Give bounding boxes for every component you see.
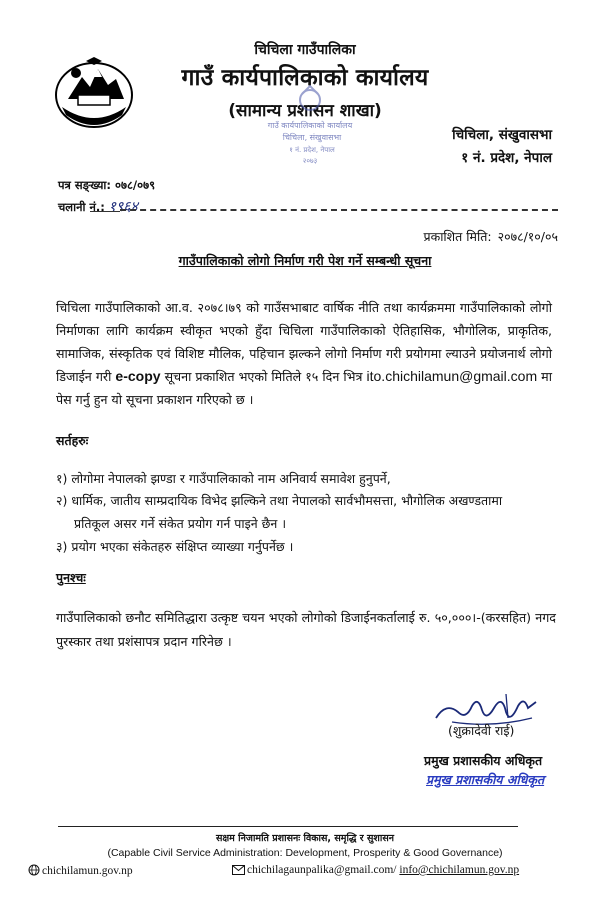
email-link-1[interactable]: chichilagaunpalika@gmail.com/ xyxy=(247,864,397,876)
para-text-2: सूचना प्रकाशित भएको मितिले १५ दिन भित्र xyxy=(160,369,367,384)
divider-solid xyxy=(90,211,120,212)
footer-motto-nepali: सक्षम निजामति प्रशासनः विकास, समृद्धि र सुशासन xyxy=(215,833,395,844)
signatory-stamp-text: प्रमुख प्रशासकीय अधिकृत xyxy=(426,772,545,787)
patra-sankhya xyxy=(58,178,155,193)
chalani-number xyxy=(58,197,138,216)
website-link[interactable]: chichilamun.gov.np xyxy=(42,865,133,877)
stamp-line2: चिचिला, संखुवासभा xyxy=(282,133,342,142)
stamp-line1: गाउँ कार्यपालिकाको कार्यालय xyxy=(267,121,353,130)
ecopy-label: e-copy xyxy=(115,368,161,384)
address-line-1: चिचिला, संखुवासभा xyxy=(452,127,552,143)
conditions-heading: सर्तहरुः xyxy=(56,433,89,448)
footer-email xyxy=(232,864,519,876)
email-link-2[interactable]: info@chichilamun.gov.np xyxy=(399,864,520,876)
stamp-line4: २०७३ xyxy=(302,157,318,165)
envelope-icon xyxy=(232,865,245,875)
date-label: प्रकाशित मिति: xyxy=(423,229,492,244)
condition-2-continued: प्रतिकूल असर गर्ने संकेत प्रयोग गर्न पाइने छैन । xyxy=(74,516,287,531)
condition-2: २) धार्मिक, जातीय साम्प्रदायिक विभेद झल्किने तथा नेपालको सार्वभौमसत्ता, भौगोलिक अखण्डतामा xyxy=(56,493,503,508)
footer-motto-english: (Capable Civil Service Administration: Development, Prosperity & Good Governance) xyxy=(107,847,503,859)
para-text-end: मा पेस गर्नु हुन यो सूचना प्रकाशन गरिएको छ । xyxy=(56,369,552,407)
footer-divider xyxy=(58,826,518,827)
condition-3: ३) प्रयोग भएका संकेतहरु संक्षिप्त व्याख्या गर्नुपर्नेछ । xyxy=(56,539,294,554)
punashcha-heading: पुनश्चः xyxy=(56,570,86,585)
condition-1: १) लोगोमा नेपालको झण्डा र गाउँपालिकाको नाम अनिवार्य समावेश हुनुपर्ने, xyxy=(56,471,391,486)
notice-paragraph xyxy=(56,296,552,411)
publish-date xyxy=(423,228,558,245)
submission-email[interactable]: ito.chichilamun@gmail.com xyxy=(366,368,538,384)
para-text-1: चिचिला गाउँपालिकाको आ.व. २०७८।७९ को गाउँसभाबाट वार्षिक नीति तथा कार्यक्रममा गाउँपालिकाको लोगो निर्माणका लागि कार्यक्रम स्वीकृत भएको हुँदा चिचिला गाउँपालिकाको ऐतिहासिक, भौगोलिक, प्राकृतिक, सामाजिक, संस्कृतिक एवं विशिष्ट मौलिक, पहिचान झल्कने लोगो निर्माण गरी प्रयोगमा ल्याउने प्रयोजनार्थ लोगो डिजाईन गरी xyxy=(56,300,552,384)
municipality-name: चिचिला गाउँपालिका xyxy=(254,42,356,58)
globe-icon xyxy=(28,864,40,876)
signatory-name: (शुक्रादेवी राई) xyxy=(448,723,515,738)
patra-value: ०७८/०७९ xyxy=(114,178,156,192)
subject-text: गाउँपालिकाको लोगो निर्माण गरी पेश गर्ने सम्बन्धी सूचना xyxy=(178,253,432,268)
signatory-title: प्रमुख प्रशासकीय अधिकृत xyxy=(424,753,543,768)
notice-subject xyxy=(0,252,610,269)
reward-paragraph: गाउँपालिकाको छनौट समितिद्धारा उत्कृष्ट चयन भएको लोगोको डिजाईनकर्तालाई रु. ५०,०००।-(करसहित) नगद पुरस्कार तथा प्रशंसापत्र प्रदान गरिनेछ । xyxy=(56,610,556,649)
signatory-stamp xyxy=(426,771,544,788)
office-title: गाउँ कार्यपालिकाको कार्यालय xyxy=(181,65,429,91)
stamp-line3: १ नं. प्रदेश, नेपाल xyxy=(289,146,335,154)
section-name: (सामान्य प्रशासन शाखा) xyxy=(228,101,382,121)
chalani-value: १९६४ xyxy=(108,199,138,215)
footer-website[interactable] xyxy=(28,864,133,877)
date-value: २०७८/१०/०५ xyxy=(497,229,558,244)
divider-dashed xyxy=(120,209,558,211)
address-line-2: १ नं. प्रदेश, नेपाल xyxy=(461,150,552,166)
office-stamp xyxy=(250,80,370,180)
chalani-label: चलानी नं.: xyxy=(58,200,105,214)
patra-label: पत्र सङ्ख्या: xyxy=(58,178,111,192)
